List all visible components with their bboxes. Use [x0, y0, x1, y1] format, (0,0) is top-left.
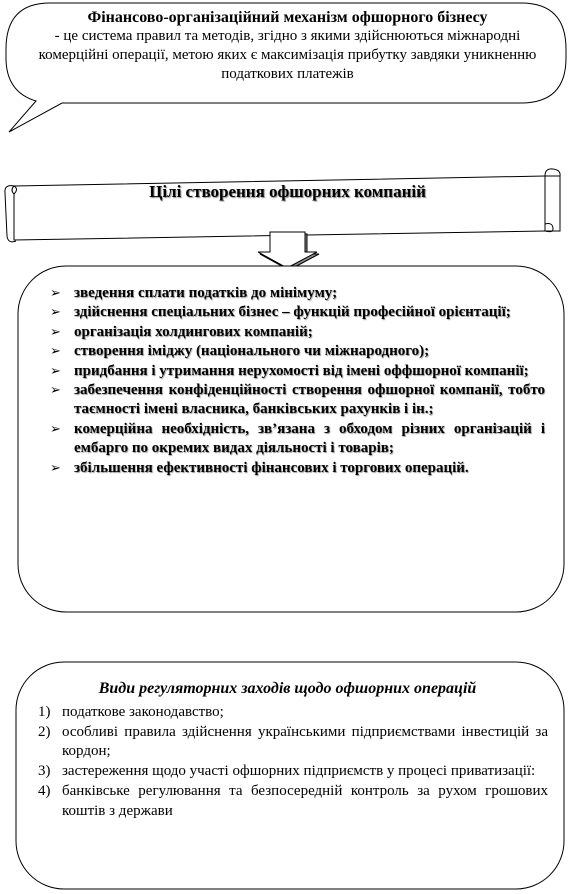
- regulation-list-item: [38, 762, 548, 782]
- goal-text: створення іміджу (національного чи міжнародного);: [74, 343, 430, 360]
- goals-list: [50, 284, 545, 478]
- goal-list-item: [50, 459, 545, 478]
- regulation-list-item: [38, 703, 548, 723]
- goal-text: організація холдингових компаній;: [74, 323, 313, 340]
- arrowhead-bullet-icon: ➢: [50, 421, 61, 437]
- goal-text: придбання і утримання нерухомості від імені оффшорної компанії;: [74, 362, 529, 379]
- regulation-item-text: податкове законодавство;: [62, 704, 224, 720]
- goal-list-item: [50, 362, 545, 381]
- regulation-item-number: 3): [38, 763, 51, 780]
- arrowhead-bullet-icon: ➢: [50, 383, 61, 399]
- regulation-title: Види регуляторних заходів щодо офшорних операцій: [98, 680, 477, 697]
- goal-list-item: [50, 284, 545, 303]
- definition-title: Фінансово-організаційний механізм офшорного бізнесу: [87, 9, 488, 26]
- arrowhead-bullet-icon: ➢: [50, 286, 61, 301]
- regulation-item-text: особливі правила здійснення українськими підприємствами інвестицій за кордон;: [62, 723, 548, 760]
- goal-text: комерційна необхідність, зв’язана з обходом різних організацій і ембарго по окремих видах діяльності і товарів;: [74, 420, 545, 457]
- goal-text: збільшення ефективності фінансових і торгових операцій.: [74, 459, 469, 476]
- regulation-item-number: 4): [38, 782, 51, 799]
- regulation-list: [38, 703, 548, 821]
- regulation-item-number: 2): [38, 723, 51, 740]
- goal-list-item: [50, 323, 545, 342]
- regulation-item-number: 1): [38, 704, 51, 720]
- goal-text: здійснення спеціальних бізнес – функцій професійної орієнтації;: [74, 304, 511, 321]
- goal-text: забезпечення конфіденційності створення офшорної компанії, тобто таємності імені власника, банківських рахунків і ін.;: [74, 382, 545, 418]
- goal-list-item: [50, 342, 545, 361]
- regulation-list-item: [38, 782, 548, 821]
- goal-list-item: [50, 303, 545, 322]
- regulation-item-text: застереження щодо участі офшорних підприємств у процесі приватизації:: [62, 763, 536, 780]
- regulation-item-text: банківське регулювання та безпосередній контроль за рухом грошових коштів з держави: [62, 782, 548, 819]
- regulation-list-item: [38, 723, 548, 762]
- goal-text: зведення сплати податків до мінімуму;: [74, 285, 338, 301]
- goals-banner-title: Цілі створення офшорних компаній: [149, 182, 426, 201]
- goal-list-item: [50, 420, 545, 459]
- goals-scroll-banner: [5, 169, 560, 242]
- arrowhead-bullet-icon: ➢: [50, 460, 61, 476]
- arrowhead-bullet-icon: ➢: [50, 363, 61, 379]
- arrowhead-bullet-icon: ➢: [50, 305, 61, 321]
- definition-body: - це система правил та методів, згідно з якими здійснюються міжнародні комерційні операції, метою яких є максимізація прибутку завдяки уникненню податкових платежів: [38, 28, 537, 82]
- definition-text-block: [20, 8, 555, 84]
- arrowhead-bullet-icon: ➢: [50, 324, 61, 340]
- arrowhead-bullet-icon: ➢: [50, 344, 61, 360]
- down-arrow-icon: [258, 232, 319, 270]
- goal-list-item: [50, 381, 545, 420]
